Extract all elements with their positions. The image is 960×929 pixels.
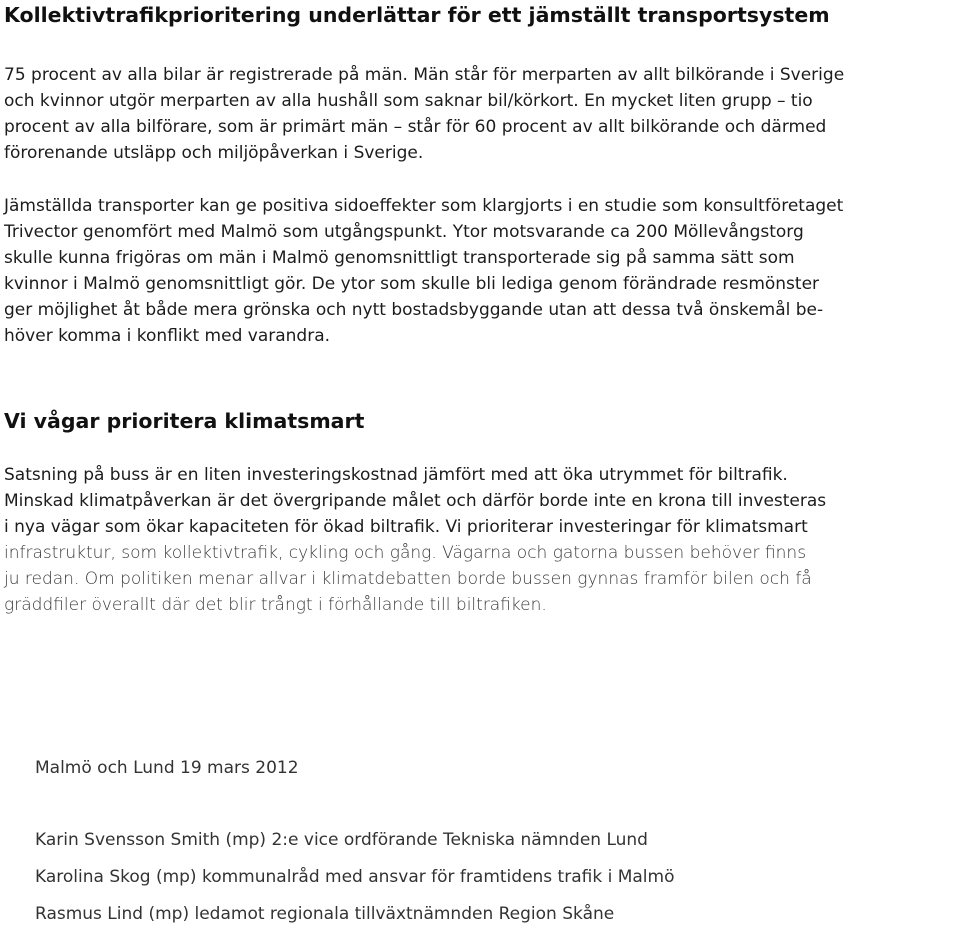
section-heading-jamstallt: Kollektivtrafikprioritering underlättar för ett jämställt transportsystem <box>4 3 830 27</box>
section-heading-klimatsmart: Vi vågar prioritera klimatsmart <box>4 409 365 433</box>
text-line: 75 procent av alla bilar är registrerade på män. Män står för merparten av allt bilkörande i Sverige <box>4 65 845 85</box>
signer-karolina-skog: Karolina Skog (mp) kommunalråd med ansvar för framtidens trafik i Malmö <box>35 867 675 887</box>
text-line: Minskad klimatpåverkan är det övergripande målet och därför borde inte en krona till investeras <box>4 491 827 511</box>
text-line: höver komma i konflikt med varandra. <box>4 326 331 346</box>
signer-karin-svensson-smith: Karin Svensson Smith (mp) 2:e vice ordförande Tekniska nämnden Lund <box>35 830 648 850</box>
text-line: gräddfiler överallt där det blir trångt i förhållande till biltrafiken. <box>4 595 547 615</box>
paragraph-car-ownership <box>4 62 954 166</box>
paragraph-bus-investment <box>4 462 954 618</box>
text-line: ju redan. Om politiken menar allvar i klimatdebatten borde bussen gynnas framför bilen och få <box>4 569 812 589</box>
signer-rasmus-lind: Rasmus Lind (mp) ledamot regionala tillväxtnämnden Region Skåne <box>35 904 615 924</box>
text-line: i nya vägar som ökar kapaciteten för ökad biltrafik. Vi prioriterar investeringar för klimatsmart <box>4 517 808 537</box>
text-line: skulle kunna frigöras om män i Malmö genomsnittligt transporterade sig på samma sätt som <box>4 248 795 268</box>
text-line: Trivector genomfört med Malmö som utgångspunkt. Ytor motsvarande ca 200 Möllevångstorg <box>4 222 804 242</box>
text-line: Jämställda transporter kan ge positiva sidoeffekter som klargjorts i en studie som konsultföretaget <box>4 196 844 216</box>
text-line: procent av alla bilförare, som är primärt män – står för 60 procent av allt bilkörande och därmed <box>4 117 827 137</box>
text-line: Satsning på buss är en liten investeringskostnad jämfört med att öka utrymmet för biltrafik. <box>4 465 788 485</box>
text-line: infrastruktur, som kollektivtrafik, cykling och gång. Vägarna och gatorna bussen behöver finns <box>4 543 807 563</box>
text-line: kvinnor i Malmö genomsnittligt gör. De ytor som skulle bli lediga genom förändrade resmönster <box>4 274 820 294</box>
text-line: och kvinnor utgör merparten av alla hushåll som saknar bil/körkort. En mycket liten grupp – tio <box>4 91 813 111</box>
text-line: förorenande utsläpp och miljöpåverkan i Sverige. <box>4 143 424 163</box>
paragraph-trivector-study <box>4 193 954 349</box>
place-and-date: Malmö och Lund 19 mars 2012 <box>35 758 299 778</box>
text-line: ger möjlighet åt både mera grönska och nytt bostadsbyggande utan att dessa två önskemål be- <box>4 300 824 320</box>
